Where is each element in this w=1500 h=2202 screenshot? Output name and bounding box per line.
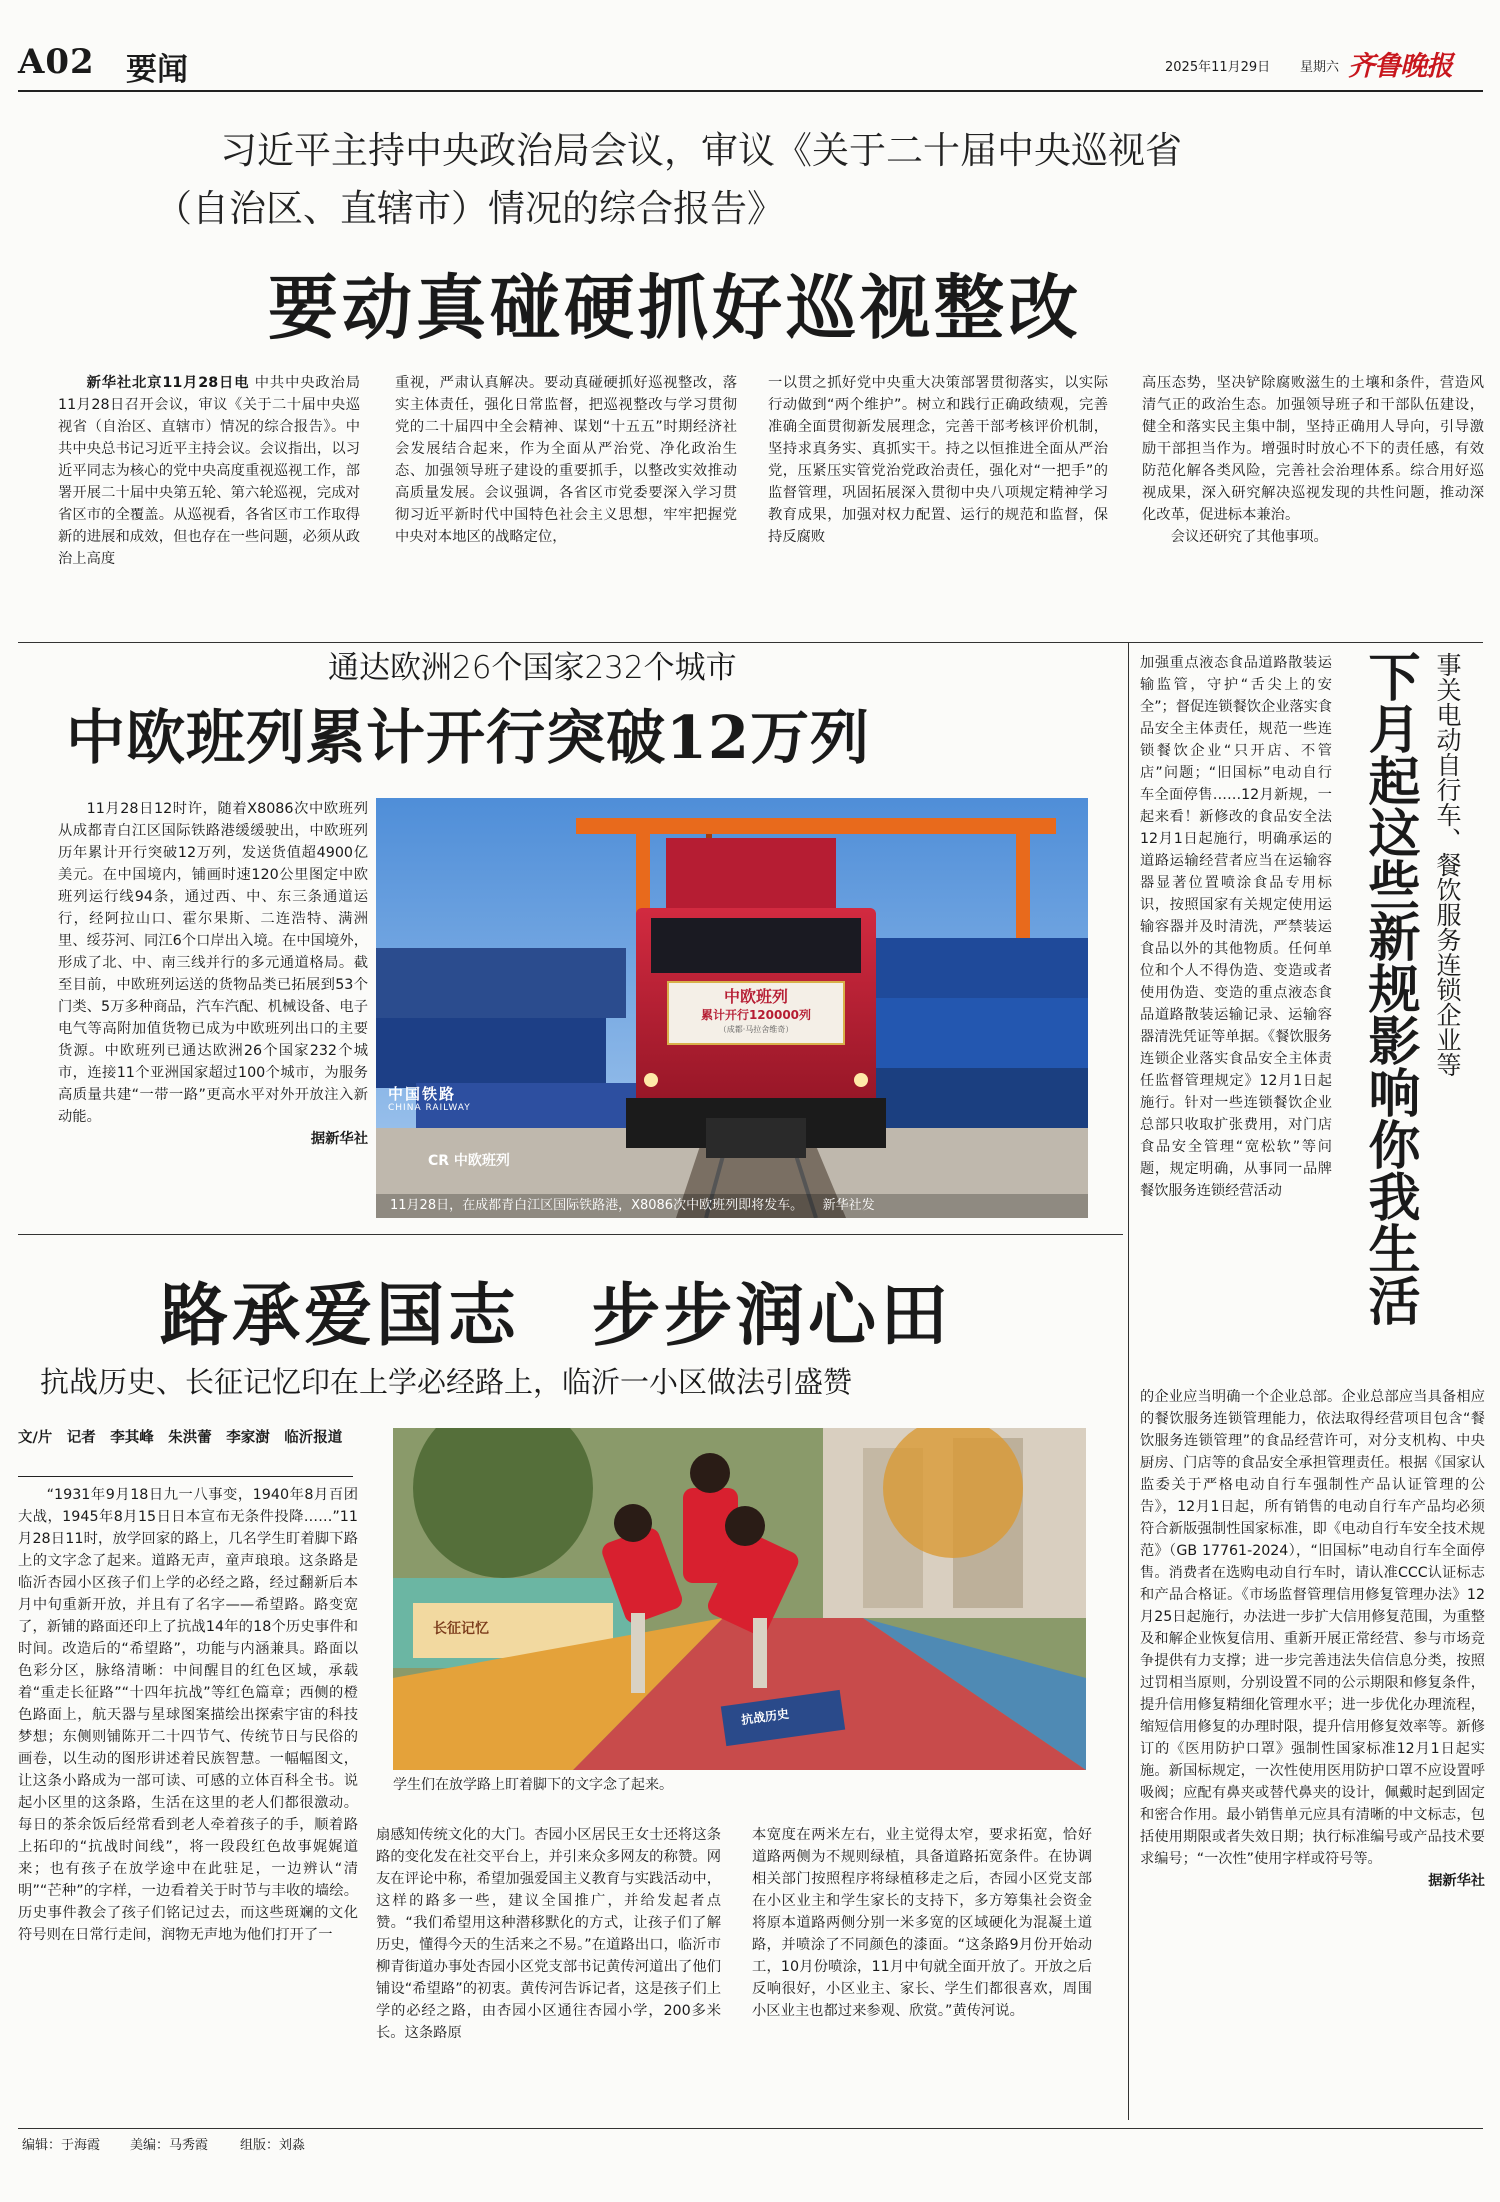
story1-col1-text: 中共中央政治局11月28日召开会议，审议《关于二十届中央巡视省（自治区、直辖市）情况的综合报告》。中共中央总书记习近平主持会议。会议指出，以习近平同志为核心的党中央高度重视巡视工作，部署开展二十届中央第五轮、第六轮巡视，完成对省区市的全覆盖。从巡视看，各省区市工作取得新的进展和成效，但也存在一些问题，必须从政治上高度	[58, 375, 360, 567]
story1-column-2	[395, 372, 737, 636]
story1-headline: 要动真碰硬抓好巡视整改	[268, 266, 1082, 349]
story2-photo	[376, 798, 1088, 1218]
story3-column-1	[18, 1484, 358, 2120]
students-photo-illustration	[393, 1428, 1086, 1770]
issue-weekday: 星期六	[1300, 60, 1340, 75]
story3-byline-rule	[18, 1476, 353, 1477]
story2-body-text: 11月28日12时许，随着X8086次中欧班列从成都青白江区国际铁路港缓缓驶出，中欧班列历年累计开行突破12万列，发送货值超4900亿美元。在中国境内，铺画时速120公里图定中欧班列运行线94条，通过西、中、东三条通道运行，经阿拉山口、霍尔果斯、二连浩特、满洲里、绥芬河、同江6个口岸出入境。在中国境外，形成了北、中、南三线并行的多元通道格局。截至目前，中欧班列运送的货物品类已拓展到53个门类、5万多种商品，汽车汽配、机械设备、电子电气等高附加值货物已成为中欧班列出口的主要货源。中欧班列已通达欧洲26个国家232个城市，连接11个亚洲国家超过100个城市，为服务高质量共建“一带一路”更高水平对外开放注入新动能。	[58, 801, 368, 1125]
train-badge-sub: 累计开行120000列	[700, 1008, 812, 1022]
story3-subhead: 抗战历史、长征记忆印在上学必经路上，临沂一小区做法引盛赞	[40, 1365, 853, 1399]
road-text-1: 抗战历史	[740, 1706, 790, 1728]
story3-column-3	[752, 1824, 1092, 2120]
story1-col2-text: 重视，严肃认真解决。要动真碰硬抓好巡视整改，落实主体责任，强化日常监督，把巡视整改与学习贯彻党的二十届四中全会精神、谋划“十五五”时期经济社会发展结合起来，作为全面从严治党、净化政治生态、加强领导班子建设的重要抓手，以整改实效推动高质量发展。会议强调，各省区市党委要深入学习贯彻习近平新时代中国特色社会主义思想，牢牢把握党中央对本地区的战略定位，	[395, 375, 737, 545]
footer-designer: 美编：马秀霞	[130, 2138, 209, 2153]
story1-kicker-line1: 习近平主持中央政治局会议，审议《关于二十届中央巡视省	[220, 129, 1182, 172]
story1-column-4	[1142, 372, 1484, 636]
story4-kicker: 事关电动自行车、餐饮服务连锁企业等	[1433, 652, 1462, 1077]
story4-wide-text: 的企业应当明确一个企业总部。企业总部应当具备相应的餐饮服务连锁管理能力，依法取得经营项目包含“餐饮服务连锁管理”的食品经营许可，对分支机构、中央厨房、门店等的食品安全承担管理责任。根据《国家认监委关于严格电动自行车强制性产品认证管理的公告》，12月1日起，所有销售的电动自行车产品均必须符合新版强制性国家标准，即《电动自行车安全技术规范》（GB 17761-2024），“旧国标”电动自行车全面停售。消费者在选购电动自行车时，请认准CCC认证标志和产品合格证。《市场监督管理信用修复管理办法》12月25日起施行，办法进一步扩大信用修复范围，为重整及和解企业恢复信用、重新开展正常经营、参与市场竞争提供有力支撑；进一步完善违法失信信息分类，按照过罚相当原则，分别设置不同的公示期限和修复条件，提升信用修复精细化管理水平；进一步优化办理流程，缩短信用修复的办理时限，提升信用修复效率等。新修订的《医用防护口罩》强制性国家标准12月1日起实施。新国标规定，一次性使用医用防护口罩不应设置呼吸阀；应配有鼻夹或替代鼻夹的设计，佩戴时起到固定和密合作用。最小销售单元应具有清晰的中文标志，包括使用期限或者失效日期；执行标准编号或产品技术要求编号；“一次性”使用字样或符号等。	[1140, 1389, 1485, 1867]
story3-byline: 文/片 记者 李其峰 朱洪蕾 李家澍 临沂报道	[18, 1430, 343, 1446]
story3-column-2	[376, 1824, 721, 2120]
story1-column-3	[768, 372, 1108, 636]
container-text-2: CHINA RAILWAY	[388, 1103, 471, 1113]
story1-col4-end: 会议还研究了其他事项。	[1170, 529, 1328, 545]
container-text-1: 中国铁路	[388, 1085, 457, 1103]
story1-rule	[18, 642, 1483, 643]
story3-headline: 路承爱国志 步步润心田	[160, 1276, 953, 1356]
header-rule	[18, 90, 1483, 92]
story4-body-wide	[1140, 1386, 1485, 2106]
story1-kicker-line2: （自治区、直辖市）情况的综合报告》	[155, 187, 784, 230]
page-number: A02	[18, 42, 95, 82]
issue-date: 2025年11月29日	[1165, 60, 1271, 75]
story1-dateline: 新华社北京11月28日电	[86, 375, 250, 391]
story3-col2-text: 扇感知传统文化的大门。杏园小区居民王女士还将这条路的变化发在社交平台上，并引来众多网友的称赞。网友在评论中称，希望加强爱国主义教育与实践活动中，这样的路多一些，建议全国推广，并给发起者点赞。“我们希望用这种潜移默化的方式，让孩子们了解历史，懂得今天的生活来之不易。”在道路出口，临沂市柳青街道办事处杏园小区党支部书记黄传河道出了他们铺设“希望路”的初衷。黄传河告诉记者，这是孩子们上学的必经之路，由杏园小区通往杏园小学，200多米长。这条路原	[376, 1827, 721, 2041]
masthead-logo: 齐鲁晚报	[1348, 51, 1452, 82]
story2-body	[58, 798, 368, 1222]
story3-col3-text: 本宽度在两米左右，业主觉得太窄，要求拓宽，恰好道路两侧为不规则绿植，具备道路拓宽条件。在协调相关部门按照程序将绿植移走之后，杏园小区党支部在小区业主和学生家长的支持下，多方筹集社会资金将原本道路两侧分别一米多宽的区域硬化为混凝土道路，并喷涂了不同颜色的漆面。“这条路9月份开始动工，10月份喷涂，11月中旬就全面开放了。开放之后反响很好，小区业主、家长、学生们都很喜欢，周围小区业主也都过来参观、欣赏。”黄传河说。	[752, 1827, 1092, 2019]
section-name: 要闻	[126, 52, 188, 88]
story3-photo	[393, 1428, 1086, 1770]
sidebar-rule	[1128, 642, 1129, 2120]
story2-kicker: 通达欧洲26个国家232个城市	[328, 650, 737, 686]
story2-source: 据新华社	[310, 1131, 368, 1147]
footer-editor: 编辑：于海霞	[22, 2138, 101, 2153]
story1-col4-text: 高压态势，坚决铲除腐败滋生的土壤和条件，营造风清气正的政治生态。加强领导班子和干部队伍建设，健全和落实民主集中制，坚持正确用人导向，引导激励干部担当作为。增强时时放心不下的责任感，有效防范化解各类风险，完善社会治理体系。综合用好巡视成果，深入研究解决巡视发现的共性问题，推动深化改革，促进标本兼治。	[1142, 375, 1484, 523]
container-text-3: CR 中欧班列	[428, 1153, 510, 1169]
train-badge-small: （成都·马拉舍维奇）	[718, 1025, 794, 1034]
story4-source: 据新华社	[1428, 1873, 1485, 1889]
story3-photo-caption: 学生们在放学路上盯着脚下的文字念了起来。	[393, 1777, 673, 1793]
footer-proof: 组版：刘淼	[240, 2138, 306, 2153]
story1-col3-text: 一以贯之抓好党中央重大决策部署贯彻落实，以实际行动做到“两个维护”。树立和践行正确政绩观，完善准确全面贯彻新发展理念，完善干部考核评价机制，坚持求真务实、真抓实干。持之以恒推进全面从严治党，压紧压实管党治党政治责任，强化对“一把手”的监督管理，巩固拓展深入贯彻中央八项规定精神学习教育成果，加强对权力配置、运行的规范和监督，保持反腐败	[768, 375, 1108, 545]
footer-rule	[18, 2128, 1483, 2129]
story2-rule	[18, 1234, 1123, 1235]
story1-column-1	[58, 372, 360, 636]
story4-body-narrow	[1140, 652, 1332, 1382]
story3-col1-text: “1931年9月18日九一八事变，1940年8月百团大战，1945年8月15日日本宣布无条件投降……”11月28日11时，放学回家的路上，几名学生盯着脚下路上的文字念了起来。道路无声，童声琅琅。这条路是临沂杏园小区孩子们上学的必经之路，经过翻新后本月中旬重新开放，并且有了名字——希望路。路变宽了，新铺的路面还印上了抗战14年的18个历史事件和时间。改造后的“希望路”，功能与内涵兼具。路面以色彩分区，脉络清晰：中间醒目的红色区域，承载着“重走长征路”“十四年抗战”等红色篇章；西侧的橙色路面上，航天器与星球图案描绘出探索宇宙的科技梦想；东侧则铺陈开二十四节气、传统节日与民俗的画卷，以生动的图形讲述着民族智慧。一幅幅图文，让这条小路成为一部可读、可感的立体百科全书。说起小区里的这条路，生活在这里的老人们都很激动。每日的茶余饭后经常看到老人牵着孩子的手，顺着路上拓印的“抗战时间线”，将一段段红色故事娓娓道来；也有孩子在放学途中在此驻足，一边辨认“清明”“芒种”的字样，一边看着关于时节与丰收的墙绘。历史事件教会了孩子们铭记过去，而这些斑斓的文化符号则在日常行走间，润物无声地为他们打开了一	[18, 1487, 358, 1943]
story2-photo-caption: 11月28日，在成都青白江区国际铁路港，X8086次中欧班列即将发车。 新华社发	[376, 1194, 1088, 1218]
story4-headline: 下月起这些新规影响你我生活	[1359, 650, 1420, 1326]
road-text-2: 长征记忆	[433, 1621, 489, 1637]
train-badge-title: 中欧班列	[723, 987, 788, 1006]
story4-narrow-text: 加强重点液态食品道路散装运输监管，守护“舌尖上的安全”；督促连锁餐饮企业落实食品安全主体责任，规范一些连锁餐饮企业“只开店、不管店”问题；“旧国标”电动自行车全面停售……12月新规，一起来看！新修改的食品安全法12月1日起施行，明确承运的道路运输经营者应当在运输容器显著位置喷涂食品专用标识，按照国家有关规定使用运输容器并及时清洗，严禁装运食品以外的其他物质。任何单位和个人不得伪造、变造或者使用伪造、变造的重点液态食品道路散装运输记录、运输容器清洗凭证等单据。《餐饮服务连锁企业落实食品安全主体责任监督管理规定》12月1日起施行。针对一些连锁餐饮企业总部只收取扩张费用，对门店食品安全管理“宽松软”等问题，规定明确，从事同一品牌餐饮服务连锁经营活动	[1140, 655, 1332, 1199]
story2-headline: 中欧班列累计开行突破12万列	[66, 703, 871, 772]
